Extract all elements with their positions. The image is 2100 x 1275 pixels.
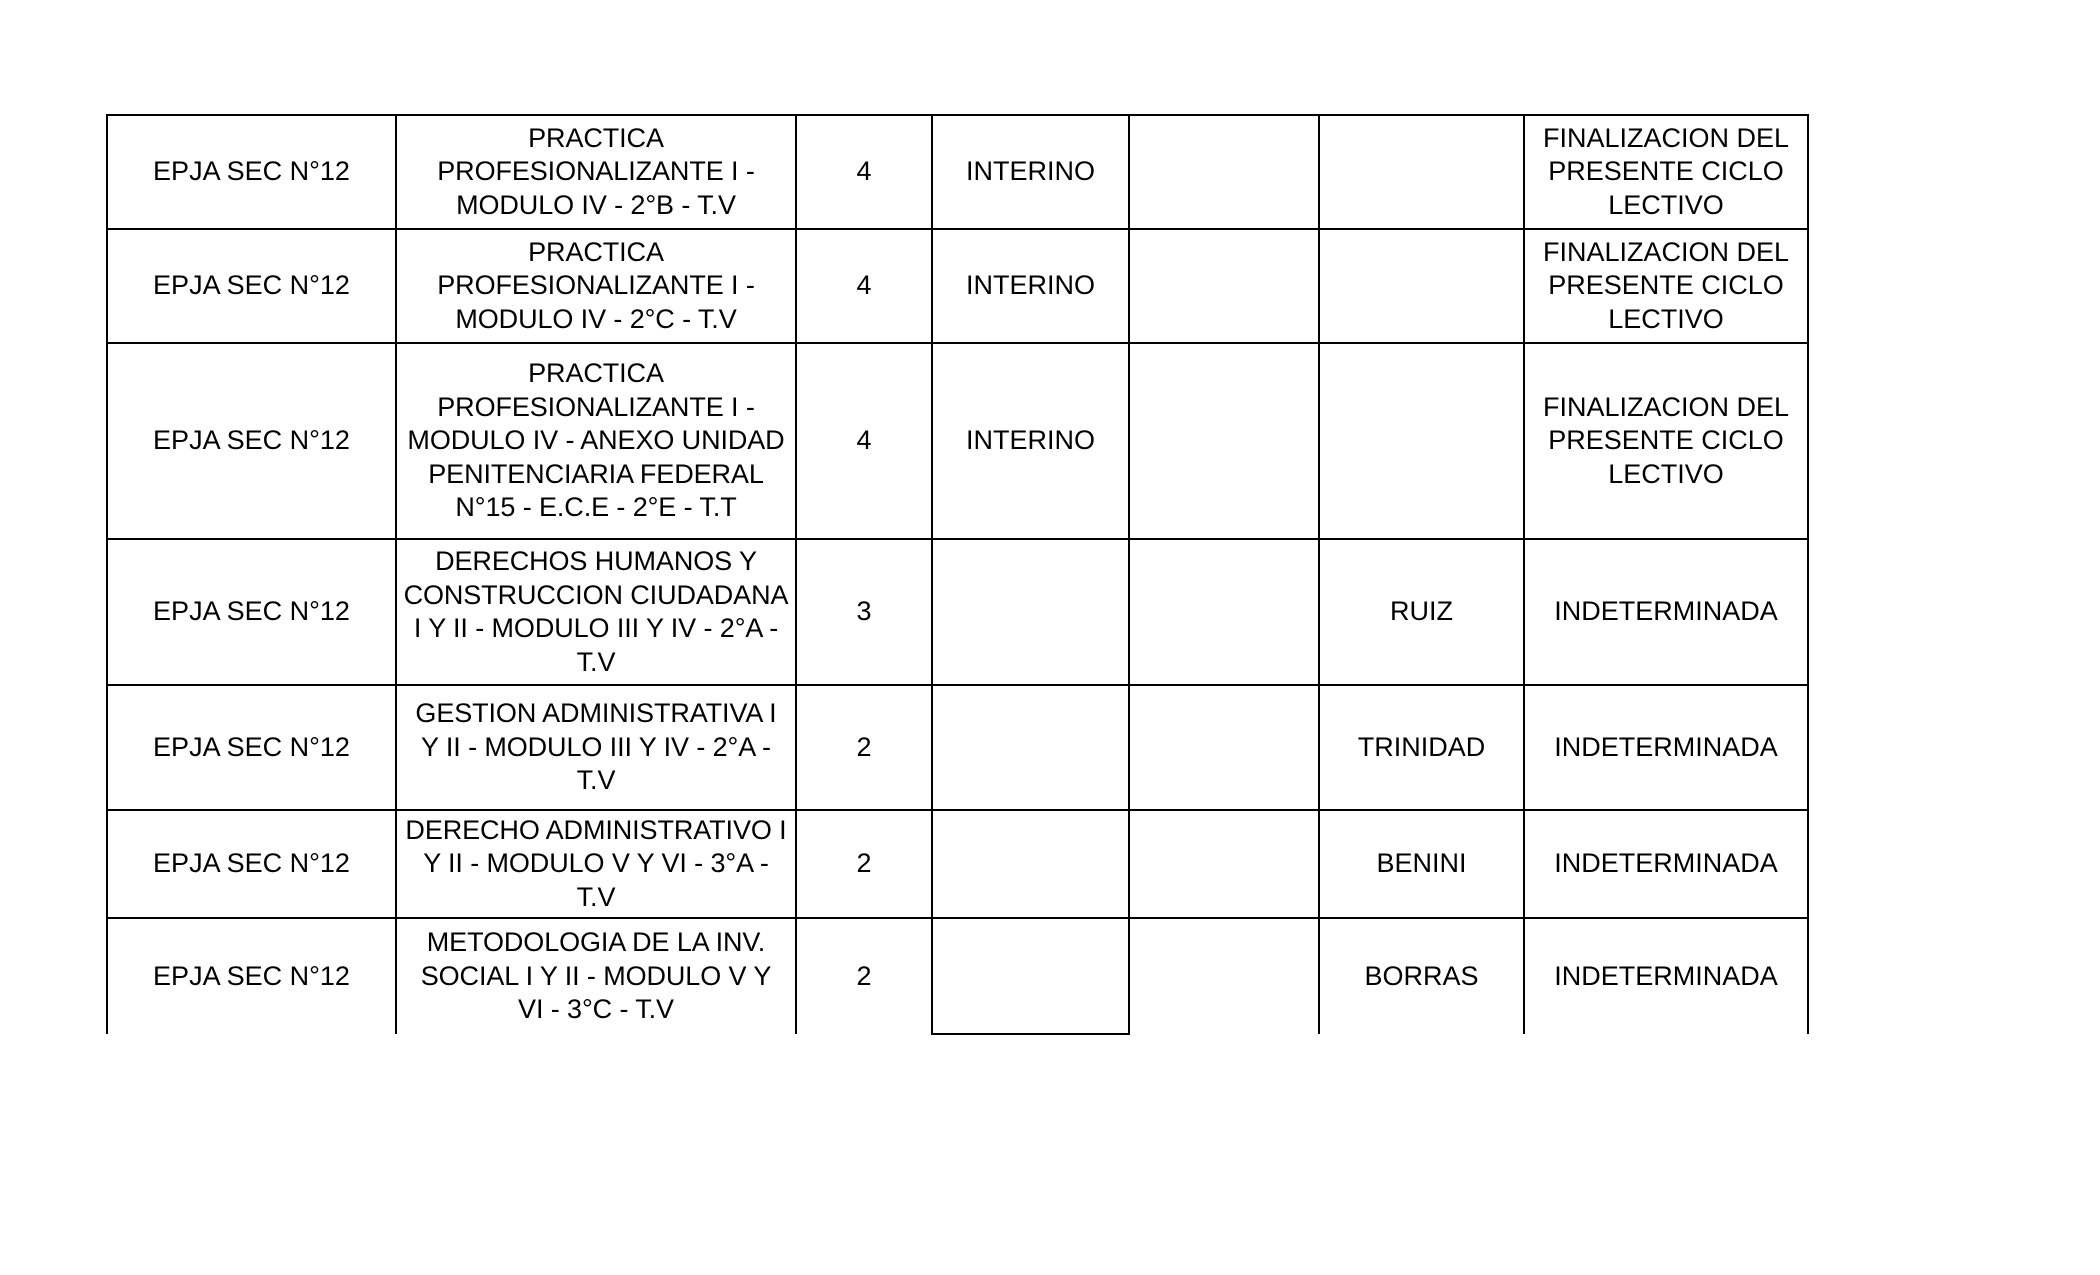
table-row <box>107 539 1808 685</box>
teacher-cell: TRINIDAD <box>1319 685 1524 810</box>
table-row <box>107 229 1808 343</box>
status-cell: INTERINO <box>932 343 1129 539</box>
duration-cell: INDETERMINADA <box>1524 539 1808 685</box>
status-cell <box>932 539 1129 685</box>
table-row <box>107 685 1808 810</box>
duration-cell: INDETERMINADA <box>1524 685 1808 810</box>
status-cell: INTERINO <box>932 115 1129 229</box>
status-cell <box>932 918 1129 1034</box>
school-cell: EPJA SEC N°12 <box>107 810 396 918</box>
table-row <box>107 115 1808 229</box>
school-cell: EPJA SEC N°12 <box>107 229 396 343</box>
table-row <box>107 810 1808 918</box>
subject-cell: DERECHOS HUMANOS Y CONSTRUCCION CIUDADANA I Y II - MODULO III Y IV - 2°A - T.V <box>396 539 796 685</box>
teacher-cell <box>1319 115 1524 229</box>
duration-cell: FINALIZACION DEL PRESENTE CICLO LECTIVO <box>1524 115 1808 229</box>
teacher-cell: BENINI <box>1319 810 1524 918</box>
empty-cell <box>1129 539 1319 685</box>
school-cell: EPJA SEC N°12 <box>107 918 396 1034</box>
teacher-cell: BORRAS <box>1319 918 1524 1034</box>
subject-cell: PRACTICA PROFESIONALIZANTE I - MODULO IV - 2°C - T.V <box>396 229 796 343</box>
teacher-cell: RUIZ <box>1319 539 1524 685</box>
teacher-cell <box>1319 343 1524 539</box>
hours-cell: 2 <box>796 810 932 918</box>
empty-cell <box>1129 918 1319 1034</box>
hours-cell: 3 <box>796 539 932 685</box>
hours-cell: 4 <box>796 343 932 539</box>
subject-cell: DERECHO ADMINISTRATIVO I Y II - MODULO V Y VI - 3°A - T.V <box>396 810 796 918</box>
school-cell: EPJA SEC N°12 <box>107 115 396 229</box>
subject-cell: GESTION ADMINISTRATIVA I Y II - MODULO III Y IV - 2°A - T.V <box>396 685 796 810</box>
hours-cell: 2 <box>796 685 932 810</box>
duration-cell: FINALIZACION DEL PRESENTE CICLO LECTIVO <box>1524 229 1808 343</box>
status-cell <box>932 810 1129 918</box>
subject-cell: PRACTICA PROFESIONALIZANTE I - MODULO IV - 2°B - T.V <box>396 115 796 229</box>
vacancy-table <box>106 114 1809 1035</box>
duration-cell: INDETERMINADA <box>1524 810 1808 918</box>
status-cell <box>932 685 1129 810</box>
table-row <box>107 918 1808 1034</box>
empty-cell <box>1129 229 1319 343</box>
duration-cell: FINALIZACION DEL PRESENTE CICLO LECTIVO <box>1524 343 1808 539</box>
school-cell: EPJA SEC N°12 <box>107 685 396 810</box>
empty-cell <box>1129 685 1319 810</box>
hours-cell: 4 <box>796 229 932 343</box>
empty-cell <box>1129 343 1319 539</box>
subject-cell: METODOLOGIA DE LA INV. SOCIAL I Y II - MODULO V Y VI - 3°C - T.V <box>396 918 796 1034</box>
hours-cell: 4 <box>796 115 932 229</box>
status-cell: INTERINO <box>932 229 1129 343</box>
school-cell: EPJA SEC N°12 <box>107 343 396 539</box>
table-row <box>107 343 1808 539</box>
teacher-cell <box>1319 229 1524 343</box>
subject-cell: PRACTICA PROFESIONALIZANTE I - MODULO IV - ANEXO UNIDAD PENITENCIARIA FEDERAL N°15 - E.C.E - 2°E - T.T <box>396 343 796 539</box>
empty-cell <box>1129 115 1319 229</box>
hours-cell: 2 <box>796 918 932 1034</box>
empty-cell <box>1129 810 1319 918</box>
duration-cell: INDETERMINADA <box>1524 918 1808 1034</box>
school-cell: EPJA SEC N°12 <box>107 539 396 685</box>
